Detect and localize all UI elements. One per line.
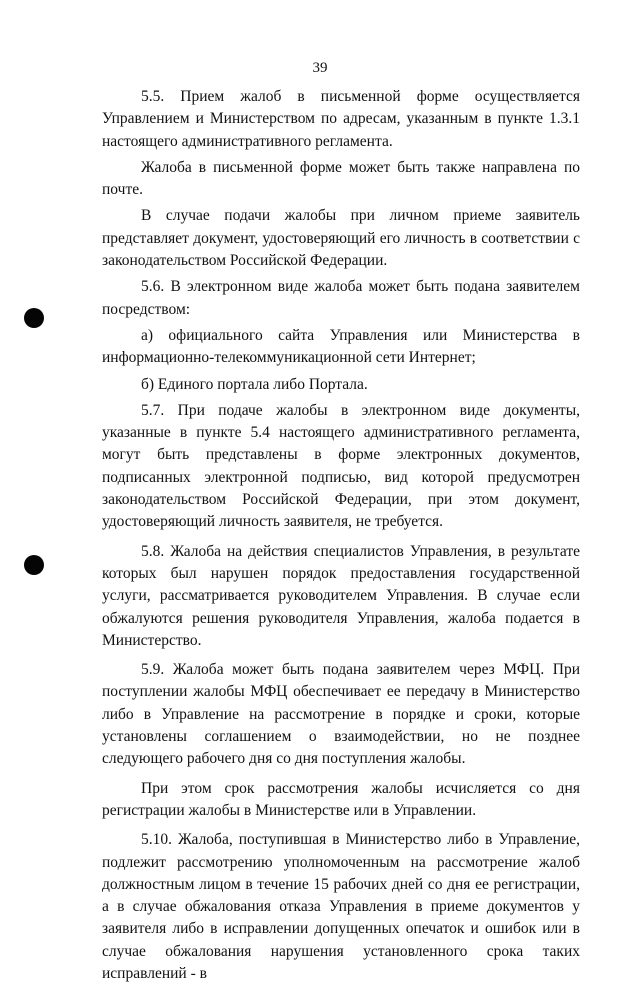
paragraph-5-6: 5.6. В электронном виде жалоба может быть подана заявителем посредством:: [102, 278, 580, 318]
paragraph-5-5: 5.5. Прием жалоб в письменной форме осуществляется Управлением и Министерством по адресам, указанным в пункте 1.3.1 настоящего административного регламента.: [102, 88, 580, 150]
paragraph-5-6-a: а) официального сайта Управления или Министерства в информационно-телекоммуникационной сети Интернет;: [102, 326, 580, 367]
paragraph-5-9: 5.9. Жалоба может быть подана заявителем через МФЦ. При поступлении жалобы МФЦ обеспечивает ее передачу в Министерство либо в Управление на рассмотрение в порядке и сроки, которые установлены соглашением о взаимодействии, но не позднее следующего рабочего дня со дня поступления жалобы.: [102, 661, 580, 768]
paragraph-registration-term: При этом срок рассмотрения жалобы исчисляется со дня регистрации жалобы в Министерстве или в Управлении.: [102, 779, 580, 819]
page-number: 39: [312, 60, 328, 76]
paragraph-personal-reception: В случае подачи жалобы при личном приеме заявитель представляет документ, удостоверяющий его личность в соответствии с законодательством Российской Федерации.: [102, 207, 580, 270]
document-body: [102, 86, 580, 985]
binder-hole: [24, 555, 44, 575]
paragraph-5-6-b: б) Единого портала либо Портала.: [141, 375, 368, 393]
binder-hole: [24, 308, 44, 328]
paragraph-5-10: 5.10. Жалоба, поступившая в Министерство либо в Управление, подлежит рассмотрению уполномоченным на рассмотрение жалоб должностным лицом в течение 15 рабочих дней со дня ее регистрации, а в случае обжалования отказа Управления в приеме документов у заявителя либо в исправлении допущенных опечаток и ошибок или в случае обжалования нарушения установленного срока таких исправлений - в: [102, 831, 580, 982]
paragraph-mail: Жалоба в письменной форме может быть также направлена по почте.: [102, 158, 580, 199]
paragraph-5-8: 5.8. Жалоба на действия специалистов Управления, в результате которых был нарушен порядок предоставления государственной услуги, рассматривается руководителем Управления. В случае если обжалуются решения руководителя Управления, жалоба подается в Министерство.: [102, 542, 580, 649]
paragraph-5-7: 5.7. При подаче жалобы в электронном виде документы, указанные в пункте 5.4 настоящего административного регламента, могут быть представлены в форме электронных документов, подписанных электронной подписью, вид которой предусмотрен законодательством Российской Федерации, при этом документ, удостоверяющий личность заявителя, не требуется.: [102, 401, 580, 531]
